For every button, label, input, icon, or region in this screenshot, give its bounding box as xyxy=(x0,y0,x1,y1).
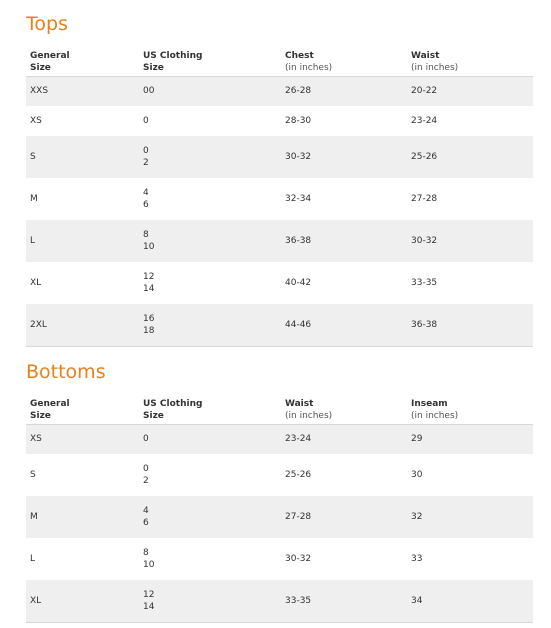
table-cell xyxy=(407,178,533,220)
tops-header-label: Chest xyxy=(285,51,314,61)
bottoms-header-row xyxy=(26,394,533,424)
tops-header-label: US Clothing Size xyxy=(143,51,203,73)
table-cell xyxy=(407,106,533,136)
cell-value: XXS xyxy=(30,86,49,97)
table-cell xyxy=(407,136,533,178)
cell-value: 30-32 xyxy=(411,236,438,246)
cell-value: 23-24 xyxy=(411,116,438,126)
cell-value: 25-26 xyxy=(285,470,312,480)
tops-header-label: Waist xyxy=(411,51,440,61)
table-cell xyxy=(139,106,281,136)
bottoms-header-cell xyxy=(139,394,281,424)
table-row xyxy=(26,136,533,178)
cell-value: 4 6 xyxy=(143,506,149,528)
table-row xyxy=(26,580,533,622)
table-cell xyxy=(26,304,139,346)
table-cell xyxy=(26,220,139,262)
cell-value: 16 18 xyxy=(143,313,155,336)
cell-value: L xyxy=(30,554,36,564)
cell-value: 0 2 xyxy=(143,464,149,486)
cell-value: S xyxy=(30,470,36,480)
cell-value: 26-28 xyxy=(285,86,312,97)
bottoms-header-cell xyxy=(407,394,533,424)
cell-value: 8 10 xyxy=(143,230,155,252)
bottoms-body xyxy=(26,424,533,622)
table-cell xyxy=(139,496,281,538)
table-cell xyxy=(281,106,407,136)
cell-value: 32-34 xyxy=(285,194,312,204)
table-cell xyxy=(407,220,533,262)
table-row xyxy=(26,304,533,346)
bottoms-header-cell xyxy=(281,394,407,424)
table-cell xyxy=(26,538,139,580)
table-row xyxy=(26,220,533,262)
bottoms-header-label: Inseam xyxy=(411,399,448,409)
table-cell xyxy=(281,580,407,622)
cell-value: 32 xyxy=(411,512,423,522)
table-row xyxy=(26,178,533,220)
tops-header-cell xyxy=(26,46,139,76)
cell-value: 0 xyxy=(143,116,149,126)
table-cell xyxy=(139,454,281,496)
cell-value: 2XL xyxy=(30,319,47,330)
tops-header-label: General Size xyxy=(30,51,70,73)
table-cell xyxy=(281,424,407,454)
bottoms-title: Bottoms xyxy=(26,361,106,383)
tops-header-cell xyxy=(139,46,281,76)
table-cell xyxy=(26,454,139,496)
tops-body xyxy=(26,76,533,346)
cell-value: 36-38 xyxy=(411,319,438,330)
table-row xyxy=(26,496,533,538)
tops-header-row xyxy=(26,46,533,76)
bottoms-header-label: General Size xyxy=(30,399,70,421)
table-cell xyxy=(26,262,139,304)
table-cell xyxy=(139,424,281,454)
cell-value: 23-24 xyxy=(285,434,312,445)
table-cell xyxy=(139,178,281,220)
cell-value: 30-32 xyxy=(285,152,312,162)
cell-value: 27-28 xyxy=(285,512,312,522)
tops-header-unit: (in inches) xyxy=(411,63,459,73)
cell-value: XL xyxy=(30,278,42,288)
bottoms-header-label: US Clothing Size xyxy=(143,399,203,421)
tops-header-cell xyxy=(407,46,533,76)
cell-value: 30-32 xyxy=(285,554,312,564)
tops-header-cell xyxy=(281,46,407,76)
cell-value: 36-38 xyxy=(285,236,312,246)
table-cell xyxy=(26,496,139,538)
cell-value: 0 xyxy=(143,434,149,445)
cell-value: M xyxy=(30,512,38,522)
cell-value: 12 14 xyxy=(143,589,155,612)
table-cell xyxy=(281,454,407,496)
table-cell xyxy=(26,76,139,106)
cell-value: 30 xyxy=(411,470,423,480)
cell-value: S xyxy=(30,152,36,162)
table-cell xyxy=(407,76,533,106)
table-cell xyxy=(407,424,533,454)
cell-value: 29 xyxy=(411,434,423,445)
cell-value: 33 xyxy=(411,554,423,564)
cell-value: 0 2 xyxy=(143,146,149,168)
table-cell xyxy=(281,262,407,304)
cell-value: 33-35 xyxy=(411,278,438,288)
table-cell xyxy=(139,220,281,262)
cell-value: XS xyxy=(30,116,42,126)
cell-value: 8 10 xyxy=(143,548,155,570)
table-cell xyxy=(139,538,281,580)
cell-value: 00 xyxy=(143,86,155,97)
table-cell xyxy=(26,178,139,220)
table-cell xyxy=(26,580,139,622)
table-row xyxy=(26,106,533,136)
bottoms-header-cell xyxy=(26,394,139,424)
table-row xyxy=(26,262,533,304)
cell-value: 20-22 xyxy=(411,86,438,97)
table-cell xyxy=(407,538,533,580)
table-row xyxy=(26,76,533,106)
cell-value: 44-46 xyxy=(285,319,312,330)
bottoms-header-unit: (in inches) xyxy=(411,411,459,421)
tops-table xyxy=(26,46,533,347)
table-row xyxy=(26,424,533,454)
table-cell xyxy=(407,262,533,304)
table-cell xyxy=(26,136,139,178)
cell-value: 12 14 xyxy=(143,272,155,294)
table-cell xyxy=(281,178,407,220)
table-cell xyxy=(26,106,139,136)
table-cell xyxy=(281,136,407,178)
table-cell xyxy=(139,580,281,622)
table-cell xyxy=(26,424,139,454)
table-cell xyxy=(281,304,407,346)
table-cell xyxy=(281,496,407,538)
cell-value: 28-30 xyxy=(285,116,312,126)
cell-value: L xyxy=(30,236,36,246)
table-cell xyxy=(281,220,407,262)
table-cell xyxy=(407,580,533,622)
cell-value: 34 xyxy=(411,595,423,606)
cell-value: XS xyxy=(30,434,42,445)
cell-value: 33-35 xyxy=(285,595,312,606)
cell-value: 4 6 xyxy=(143,188,149,210)
table-row xyxy=(26,538,533,580)
table-cell xyxy=(407,454,533,496)
table-cell xyxy=(139,304,281,346)
table-cell xyxy=(281,76,407,106)
cell-value: 40-42 xyxy=(285,278,312,288)
table-cell xyxy=(281,538,407,580)
table-cell xyxy=(139,136,281,178)
table-cell xyxy=(139,262,281,304)
table-cell xyxy=(407,496,533,538)
tops-title: Tops xyxy=(26,13,68,35)
table-cell xyxy=(407,304,533,346)
bottoms-header-label: Waist xyxy=(285,399,314,409)
bottoms-header-unit: (in inches) xyxy=(285,411,333,421)
tops-header-unit: (in inches) xyxy=(285,63,333,73)
cell-value: M xyxy=(30,194,38,204)
bottoms-table xyxy=(26,394,533,623)
table-cell xyxy=(139,76,281,106)
cell-value: 25-26 xyxy=(411,152,438,162)
table-row xyxy=(26,454,533,496)
cell-value: 27-28 xyxy=(411,194,438,204)
cell-value: XL xyxy=(30,595,42,606)
